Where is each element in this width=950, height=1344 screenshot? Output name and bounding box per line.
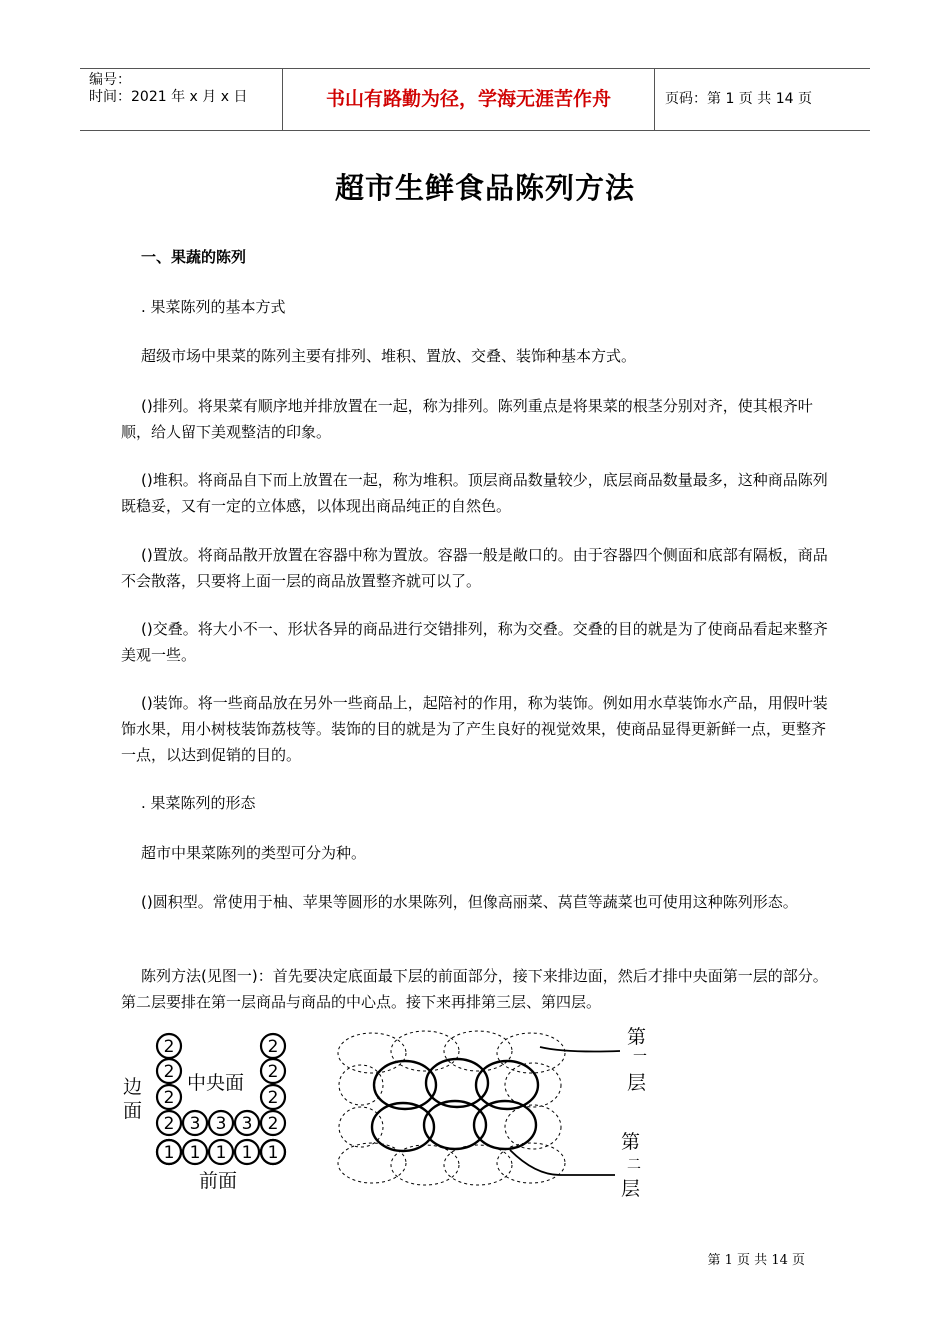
document-title: 超市生鲜食品陈列方法 <box>334 171 635 205</box>
num-3: 3 <box>189 1114 201 1134</box>
subsection-heading-2: . 果菜陈列的形态 <box>141 794 256 812</box>
number-label: 编号： <box>89 72 131 88</box>
num-2: 2 <box>163 1062 175 1082</box>
center-label: 中央面 <box>187 1072 245 1094</box>
layer-two-label: 二 <box>627 1157 641 1173</box>
paragraph-stack: ()堆积。将商品自下而上放置在一起，称为堆积。顶层商品数量较少，底层商品数量最多，这种商品陈列既稳妥，又有一定的立体感，以体现出商品纯正的自然色。 <box>121 471 828 515</box>
num-2: 2 <box>163 1088 175 1108</box>
paragraph-overlap: ()交叠。将大小不一、形状各异的商品进行交错排列，称为交叠。交叠的目的就是为了使商品看起来整齐美观一些。 <box>121 620 828 664</box>
subsection-heading: . 果菜陈列的基本方式 <box>141 298 286 316</box>
num-1: 1 <box>215 1143 227 1163</box>
front-label: 前面 <box>199 1170 238 1192</box>
num-1: 1 <box>189 1143 201 1163</box>
paragraph-decorate: ()装饰。将一些商品放在另外一些商品上，起陪衬的作用，称为装饰。例如用水草装饰水产品，用假叶装饰水果，用小树枝装饰荔枝等。装饰的目的就是为了产生良好的视觉效果，使商品显得更新鲜一点，更整齐一点，以达到促销的目的。 <box>121 694 828 764</box>
page-footer: 第 1 页 共 14 页 <box>707 1253 805 1268</box>
paragraph-arrange: ()排列。将果菜有顺序地并排放置在一起，称为排列。陈列重点是将果菜的根茎分别对齐，使其根齐叶顺，给人留下美观整洁的印象。 <box>121 397 813 441</box>
layer-two-label: 层 <box>621 1178 641 1200</box>
side-label: 边 <box>123 1076 143 1098</box>
num-2: 2 <box>267 1088 279 1108</box>
paragraph-types: 超市中果菜陈列的类型可分为种。 <box>141 844 367 862</box>
num-3: 3 <box>215 1114 227 1134</box>
num-1: 1 <box>267 1143 279 1163</box>
paragraph-intro: 超级市场中果菜的陈列主要有排列、堆积、置放、交叠、装饰种基本方式。 <box>141 347 637 365</box>
section-heading: 一、果蔬的陈列 <box>141 248 247 266</box>
layer-diagram <box>338 1031 620 1185</box>
num-2: 2 <box>163 1037 175 1057</box>
num-1: 1 <box>241 1143 253 1163</box>
paragraph-method: 陈列方法(见图一)：首先要决定底面最下层的前面部分，接下来排边面，然后才排中央面第一层的部分。第二层要排在第一层商品与商品的中心点。接下来再排第三层、第四层。 <box>121 967 828 1011</box>
num-2: 2 <box>267 1114 279 1134</box>
num-1: 1 <box>163 1143 175 1163</box>
num-2: 2 <box>163 1114 175 1134</box>
layer-one-label: 第 <box>627 1026 647 1048</box>
header-meta <box>80 69 282 130</box>
paragraph-place: ()置放。将商品散开放置在容器中称为置放。容器一般是敞口的。由于容器四个侧面和底部有隔板，商品不会散落，只要将上面一层的商品放置整齐就可以了。 <box>121 546 828 590</box>
layer-labels <box>621 1026 647 1200</box>
side-label: 面 <box>123 1100 143 1122</box>
header-page-info: 页码：第 1 页 共 14 页 <box>665 91 812 107</box>
layer-one-label: 一 <box>633 1049 647 1065</box>
time-label: 时间：2021 年 x 月 x 日 <box>89 89 248 105</box>
num-3: 3 <box>241 1114 253 1134</box>
header-motto: 书山有路勤为径，学海无涯苦作舟 <box>282 69 655 130</box>
figure-one-diagram <box>115 1025 655 1210</box>
num-2: 2 <box>267 1037 279 1057</box>
layer-one-label: 层 <box>627 1072 647 1094</box>
num-2: 2 <box>267 1062 279 1082</box>
page-header <box>80 68 870 131</box>
layer-two-label: 第 <box>621 1131 641 1153</box>
paragraph-round: ()圆积型。常使用于柚、苹果等圆形的水果陈列，但像高丽菜、莴苣等蔬菜也可使用这种陈列形态。 <box>141 893 798 911</box>
